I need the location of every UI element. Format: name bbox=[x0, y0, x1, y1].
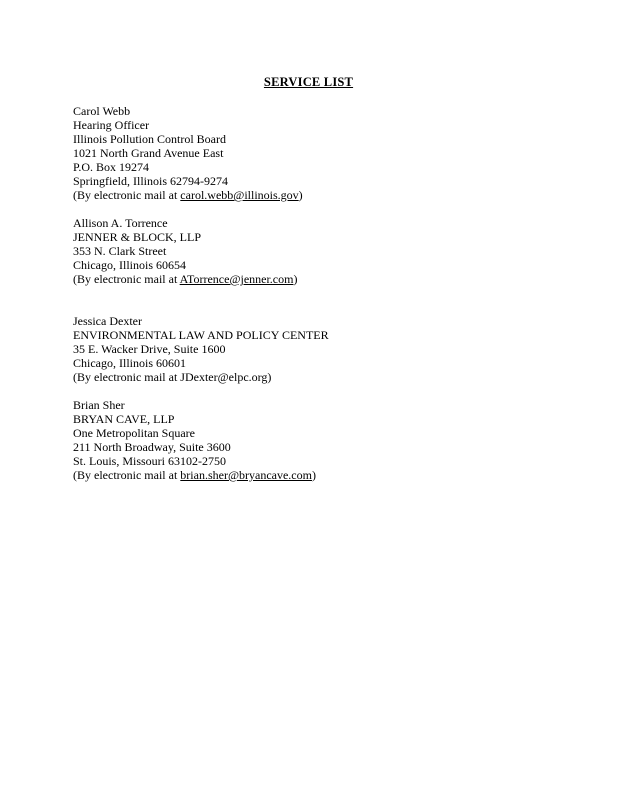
entry-name: Jessica Dexter bbox=[73, 314, 142, 328]
service-entry-jessica-dexter bbox=[73, 314, 329, 384]
entry-email-line bbox=[73, 370, 329, 384]
email-link[interactable]: ATorrence@jenner.com bbox=[179, 272, 294, 286]
entry-address-line: 35 E. Wacker Drive, Suite 1600 bbox=[73, 342, 226, 356]
entry-email-line bbox=[73, 188, 303, 202]
email-prefix: (By electronic mail at bbox=[73, 468, 181, 482]
email-prefix: (By electronic mail at bbox=[73, 188, 181, 202]
email-suffix: ) bbox=[298, 188, 303, 202]
entry-address-line: 1021 North Grand Avenue East bbox=[73, 146, 224, 160]
email-link[interactable]: carol.webb@illinois.gov bbox=[180, 188, 299, 202]
entry-address-line: 211 North Broadway, Suite 3600 bbox=[73, 440, 231, 454]
entry-email-line bbox=[73, 272, 297, 286]
email-link[interactable]: brian.sher@bryancave.com bbox=[180, 468, 312, 482]
service-entry-carol-webb bbox=[73, 104, 303, 202]
email-suffix: ) bbox=[311, 468, 316, 482]
email-suffix: ) bbox=[293, 272, 298, 286]
entry-city-line: Chicago, Illinois 60654 bbox=[73, 258, 186, 272]
entry-organization: JENNER & BLOCK, LLP bbox=[73, 230, 202, 244]
service-entry-brian-sher bbox=[73, 398, 316, 482]
service-entry-allison-torrence bbox=[73, 216, 297, 286]
entry-city-line: Springfield, Illinois 62794-9274 bbox=[73, 174, 228, 188]
entry-organization: BRYAN CAVE, LLP bbox=[73, 412, 175, 426]
entry-name: Allison A. Torrence bbox=[73, 216, 168, 230]
page-title: SERVICE LIST bbox=[263, 75, 354, 89]
email-prefix: (By electronic mail at JDexter@elpc.org) bbox=[73, 370, 272, 384]
entry-city-line: Chicago, Illinois 60601 bbox=[73, 356, 186, 370]
entry-organization: Illinois Pollution Control Board bbox=[73, 132, 227, 146]
entry-address-line: P.O. Box 19274 bbox=[73, 160, 150, 174]
entry-address-line: One Metropolitan Square bbox=[73, 426, 195, 440]
entry-organization: ENVIRONMENTAL LAW AND POLICY CENTER bbox=[73, 328, 329, 342]
email-prefix: (By electronic mail at bbox=[73, 272, 180, 286]
entry-address-line: 353 N. Clark Street bbox=[73, 244, 167, 258]
entry-name: Carol Webb bbox=[73, 104, 131, 118]
entry-name: Brian Sher bbox=[73, 398, 125, 412]
entry-email-line bbox=[73, 468, 316, 482]
entry-title: Hearing Officer bbox=[73, 118, 150, 132]
entry-city-line: St. Louis, Missouri 63102-2750 bbox=[73, 454, 227, 468]
